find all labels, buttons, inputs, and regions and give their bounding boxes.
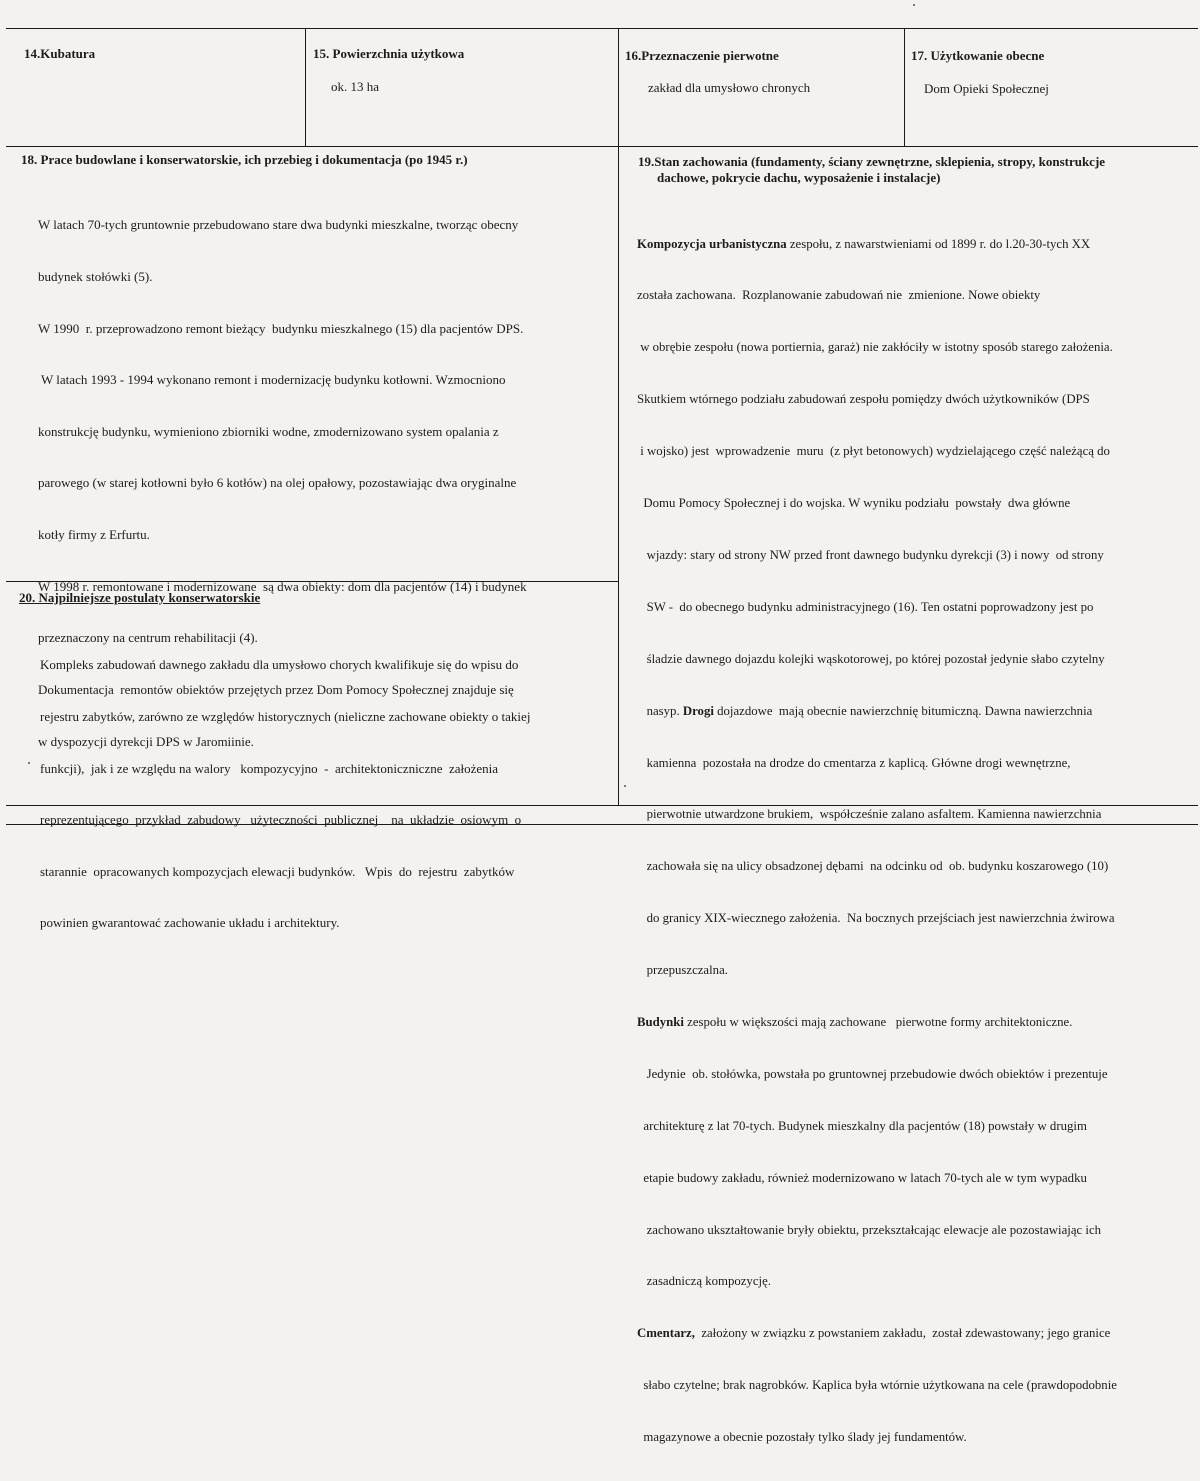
uzytkowanie-value: Dom Opieki Społecznej [924, 81, 1049, 96]
section-20-line: reprezentującego przykład zabudowy użyteczności publicznej na układzie osiowym o [40, 812, 522, 828]
section-18-line: Dokumentacja remontów obiektów przejętych przez Dom Pomocy Społecznej znajduje się [38, 681, 514, 697]
scan-speck [913, 4, 915, 6]
section-20-line: funkcji), jak i ze względu na walory kompozycyjno - architektoniczniczne założenia [40, 760, 499, 776]
scan-speck [624, 785, 626, 787]
section-20-line: powinien gwarantować zachowanie układu i architektury. [40, 915, 340, 931]
section-18-line: kotły firmy z Erfurtu. [38, 527, 150, 543]
section-18-line: W latach 70-tych gruntownie przebudowano stare dwa budynki mieszkalne, tworząc obecny [38, 217, 519, 233]
section-18-line: W latach 1993 - 1994 wykonano remont i modernizację budynku kotłowni. Wzmocniono [38, 372, 506, 388]
col-divider-b [618, 28, 619, 805]
col-divider-a [305, 28, 306, 146]
row-divider-1 [6, 146, 1198, 147]
section-18-line: W 1990 r. przeprowadzono remont bieżący budynku mieszkalnego (15) dla pacjentów DPS. [38, 320, 524, 336]
section-18-line: w dyspozycji dyrekcji DPS w Jaromiinie. [38, 733, 254, 749]
section-18-line: budynek stołówki (5). [38, 269, 153, 285]
section-20-line: starannie opracowanych kompozycjach elewacji budynków. Wpis do rejestru zabytków [40, 863, 515, 879]
kompozycja-heading: Kompozycja urbanistyczna [637, 236, 787, 251]
section-18-line: parowego (w starej kotłowni było 6 kotłów) na olej opałowy, pozostawiając dwa oryginalne [38, 475, 517, 491]
drogi-heading: Drogi [682, 703, 714, 718]
przeznaczenie-value: zakład dla umysłowo chronych [648, 80, 811, 95]
kubatura-label: 14.Kubatura [24, 46, 96, 61]
section-18-line: konstrukcję budynku, wymieniono zbiorniki wodne, zmodernizowano system opalania z [38, 423, 499, 439]
top-border [6, 28, 1198, 29]
section-18-line: przeznaczony na centrum rehabilitacji (4). [38, 630, 258, 646]
powierzchnia-label: 15. Powierzchnia użytkowa [313, 46, 465, 61]
budynki-heading: Budynki [637, 1014, 684, 1029]
section-18-line: W 1998 r. remontowane i modernizowane są dwa obiekty: dom dla pacjentów (14) i budynek [38, 578, 527, 594]
section-19-title-line2: dachowe, pokrycie dachu, wyposażenie i instalacje) [657, 170, 941, 185]
section-18-title: 18. Prace budowlane i konserwatorskie, ich przebieg i dokumentacja (po 1945 r.) [21, 152, 468, 167]
col-divider-c [904, 28, 905, 146]
section-20-line: rejestru zabytków, zarówno ze względów historycznych (nieliczne zachowane obiekty o takiej [40, 709, 531, 725]
section-20-title: 20. Najpilniejsze postulaty konserwatorskie [19, 590, 261, 605]
przeznaczenie-label: 16.Przeznaczenie pierwotne [625, 48, 779, 63]
uzytkowanie-label: 17. Użytkowanie obecne [911, 48, 1045, 63]
scan-speck [28, 762, 30, 764]
section-20-line: Kompleks zabudowań dawnego zakładu dla umysłowo chorych kwalifikuje się do wpisu do [40, 657, 519, 673]
cmentarz-heading: Cmentarz, [637, 1326, 695, 1341]
section-20-text [40, 622, 530, 966]
section-19-text: Kompozycja urbanistyczna zespołu, z nawarstwieniami od 1899 r. do l.20-30-tych XX została zachowana. Rozplanowanie zabudowań nie zmienione. Nowe obiekty w obrębie zespołu (nowa portiernia, garaż) nie zakłóciły w istotny sposób starego założenia. Skutkiem wtórnego podziału zabudowań zespołu pomiędzy dwóch użytkowników (DPS i wojsko) jest wprowadzenie muru (z płyt betonowych) wydzielającego część należącą do Domu Pomocy Społecznej i do wojska. W wyniku podziału powstały dwa główne wjazdy: stary od strony NW przed front dawnego budynku dyrekcji (3) i nowy od strony SW - do obecnego budynku administracyjnego (16). Ten ostatni poprowadzony jest po śladzie dawnego dojazdu kolejki wąskotorowej, po której pozostał jedynie słabo czytelny nasyp. Drogi dojazdowe mają obecnie nawierzchnię bitumiczną. Dawna nawierzchnia kamienna pozostała na drodze do cmentarza z kaplicą. Główne drogi wewnętrzne, pierwotnie utwardzone brukiem, współcześnie zalano asfaltem. Kamienna nawierzchnia zachowała się na ulicy obsadzonej dębami na odcinku od ob. budynku koszarowego (10) do granicy XIX-wiecznego założenia. Na bocznych przejściach jest nawierzchnia żwirowa przepuszczalna. Budynki zespołu w większości mają zachowane pierwotne formy architektoniczne. Jedynie ob. stołówka, powstała po gruntownej przebudowie dwóch obiektów i prezentuje architekturę z lat 70-tych. Budynek mieszkalny dla pacjentów (18) powstały w drugim etapie budowy zakładu, również modernizowano w latach 70-tych ale w tym wypadku zachowano ukształtowanie bryły obiektu, przekształcając elewacje ale pozostawiając ich zasadniczą kompozycję. Cmentarz, założony w związku z powstaniem zakładu, został zdewastowany; jego granice słabo czytelne; brak nagrobków. Kaplica była wtórnie użytkowana na cele (prawdopodobnie magazynowe a obecnie pozostały tylko ślady jej fundamentów. [637, 236, 1117, 1445]
section-19-title-line1: 19.Stan zachowania (fundamenty, ściany zewnętrzne, sklepienia, stropy, konstrukcje [638, 154, 1106, 169]
powierzchnia-value: ok. 13 ha [331, 79, 380, 94]
